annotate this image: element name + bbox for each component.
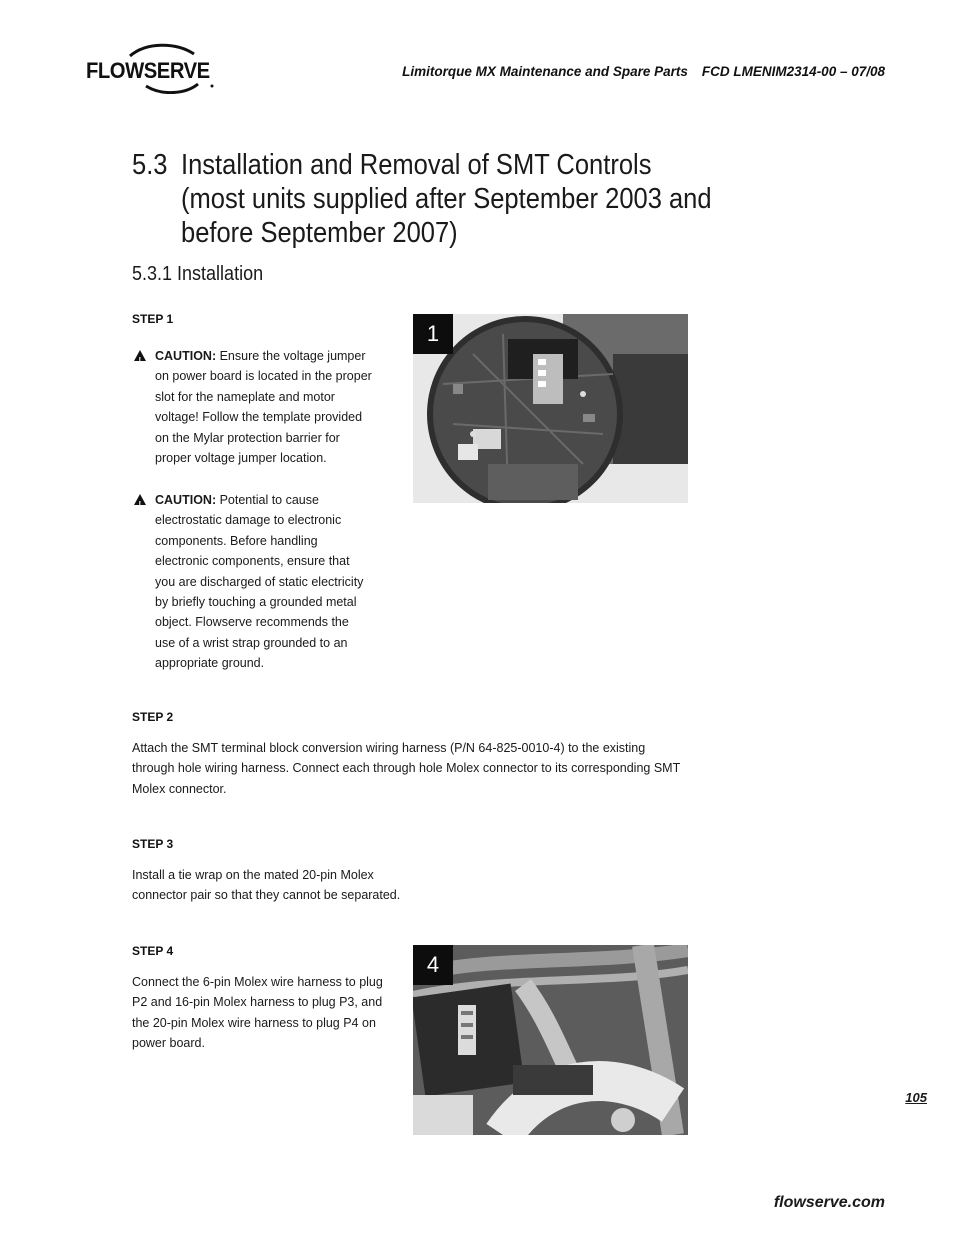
page-number: 105 [905, 1090, 927, 1105]
caution-voltage-jumper: ! CAUTION: Ensure the voltage jumper on power board is located in the proper slot for the nameplate and motor voltage! Follow the template provided on the Mylar protection barrier for proper voltage jumper location. [134, 346, 374, 468]
footer-url[interactable]: flowserve.com [773, 1194, 885, 1211]
document-header [402, 64, 885, 79]
section-title-line: before September 2007) [181, 217, 458, 249]
step-3-label: STEP 3 [132, 837, 174, 851]
step-2-label: STEP 2 [132, 710, 174, 724]
caution-electrostatic: ! CAUTION: Potential to cause electrostatic damage to electronic components. Before handling electronic components, ensure that you are discharged of static electricity by briefly touching a grounded metal object. Flowserve recommends the use of a wrist strap grounded to an appropriate ground. [134, 490, 374, 674]
subsection-title: 5.3.1 Installation [132, 263, 264, 285]
section-number: 5.3 [132, 149, 168, 181]
figure-4-harness-photo [413, 945, 688, 1135]
doc-title: Limitorque MX Maintenance and Spare Parts [402, 64, 688, 79]
doc-code: FCD LMENIM2314-00 – 07/08 [701, 64, 885, 79]
caution-heading: CAUTION: [155, 493, 217, 507]
step-4-text: Connect the 6-pin Molex wire harness to plug P2 and 16-pin Molex harness to plug P3, and the 20-pin Molex wire harness to plug P4 on power board. [132, 975, 383, 1051]
figure-badge: 1 [413, 314, 453, 354]
wire-harness-image [413, 945, 688, 1135]
figure-badge: 4 [413, 945, 453, 985]
caution-heading: CAUTION: [155, 349, 217, 363]
logo-wordmark: FLOWSERVE [86, 58, 210, 83]
flowserve-logo [86, 42, 226, 94]
section-title-line: (most units supplied after September 2003 and [181, 183, 712, 215]
figure-1-power-board-photo [413, 314, 688, 503]
step-1-label: STEP 1 [132, 312, 174, 326]
circuit-board-image [413, 314, 688, 503]
section-title-line: Installation and Removal of SMT Controls [181, 149, 652, 181]
step-4-label: STEP 4 [132, 944, 174, 958]
warning-triangle-icon [134, 494, 146, 505]
warning-triangle-icon [134, 350, 146, 361]
step-2-text: Attach the SMT terminal block conversion wiring harness (P/N 64-825-0010-4) to the existing through hole wiring harness. Connect each through hole Molex connector to its corresponding SMT Molex connector. [132, 741, 681, 796]
step-3-text: Install a tie wrap on the mated 20-pin Molex connector pair so that they cannot be separated. [132, 868, 401, 903]
